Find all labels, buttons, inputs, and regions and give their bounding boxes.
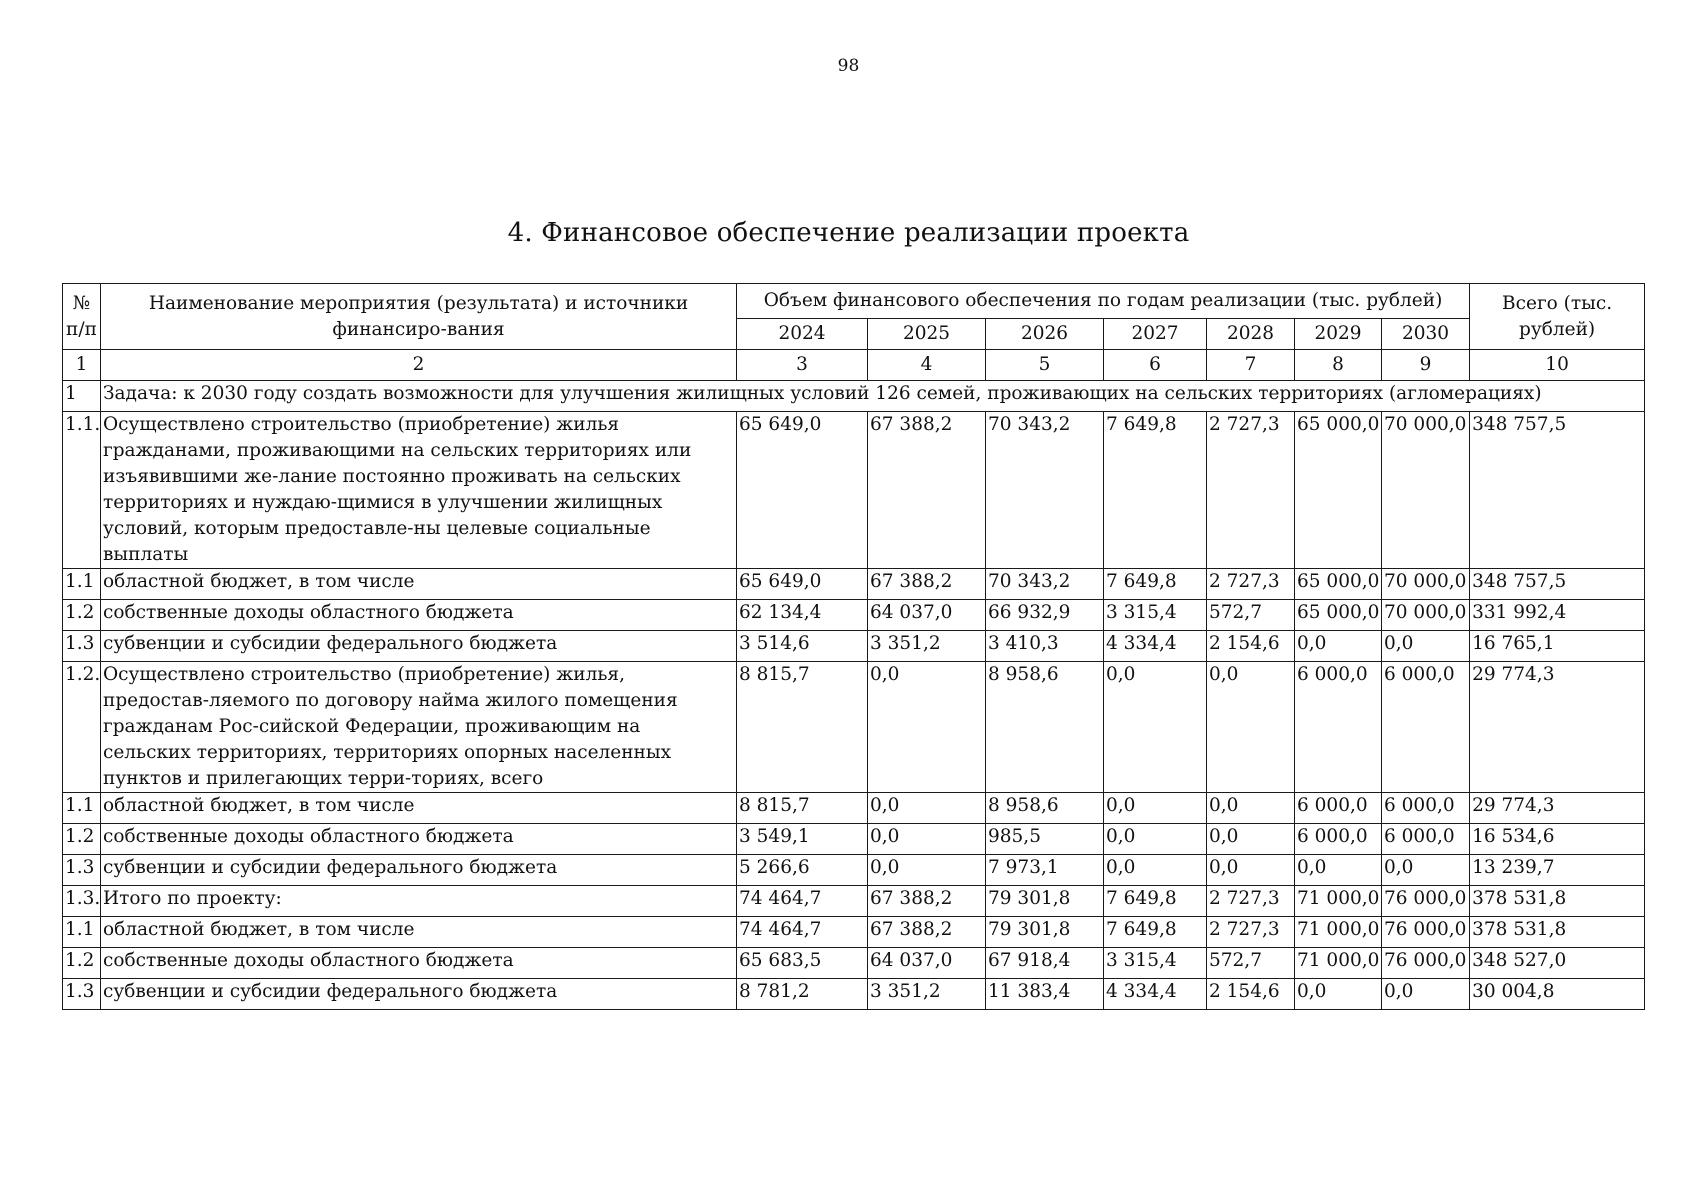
row-value: 3 315,4 [1104,600,1207,631]
row-value: 0,0 [1382,631,1470,662]
row-total: 331 992,4 [1470,600,1645,631]
row-total: 29 774,3 [1470,662,1645,793]
row-value: 8 781,2 [737,979,868,1010]
row-value: 6 000,0 [1382,793,1470,824]
row-name: Осуществлено строительство (приобретение) жилья гражданами, проживающими на сельских территориях или изъявившими же-лание постоянно проживать на сельских территориях и нуждаю-щимися в улучшении жилищных условий, которым предоставле-ны целевые социальные выплаты [101,412,737,569]
row-value: 0,0 [868,793,986,824]
row-value: 0,0 [1295,855,1382,886]
column-index: 3 [737,350,868,381]
table-row [63,569,1645,600]
table-row [63,793,1645,824]
row-value: 0,0 [868,662,986,793]
row-value: 0,0 [1382,855,1470,886]
row-value: 67 918,4 [986,948,1104,979]
row-value: 62 134,4 [737,600,868,631]
task-text: Задача: к 2030 году создать возможности для улучшения жилищных условий 126 семей, проживающих на сельских территориях (агломерациях) [101,381,1645,412]
row-value: 6 000,0 [1295,824,1382,855]
row-value: 2 727,3 [1207,569,1295,600]
row-num: 1.1 [63,569,101,600]
row-value: 76 000,0 [1382,948,1470,979]
header-year: 2024 [737,319,868,350]
row-total: 30 004,8 [1470,979,1645,1010]
row-value: 3 315,4 [1104,948,1207,979]
header-total: Всего (тыс. рублей) [1470,284,1645,350]
row-value: 67 388,2 [868,569,986,600]
table-row [63,979,1645,1010]
row-name: субвенции и субсидии федерального бюджета [101,631,737,662]
row-value: 0,0 [1295,979,1382,1010]
row-name: Осуществлено строительство (приобретение) жилья, предостав-ляемого по договору найма жилого помещения гражданам Рос-сийской Федерации, проживающим на сельских территориях, территориях опорных населенных пунктов и прилегающих терри-ториях, всего [101,662,737,793]
row-value: 67 388,2 [868,412,986,569]
row-name: субвенции и субсидии федерального бюджета [101,855,737,886]
row-value: 65 649,0 [737,412,868,569]
table-row [63,662,1645,793]
row-name: собственные доходы областного бюджета [101,600,737,631]
table-row [63,412,1645,569]
header-year: 2027 [1104,319,1207,350]
row-value: 0,0 [1104,824,1207,855]
row-value: 5 266,6 [737,855,868,886]
page-number: 98 [837,56,860,76]
table-row [63,917,1645,948]
row-num: 1.3 [63,979,101,1010]
row-value: 8 958,6 [986,662,1104,793]
row-num: 1.2. [63,662,101,793]
row-value: 8 958,6 [986,793,1104,824]
header-year: 2029 [1295,319,1382,350]
row-value: 70 000,0 [1382,569,1470,600]
row-num: 1.3 [63,855,101,886]
row-value: 6 000,0 [1295,662,1382,793]
row-value: 3 549,1 [737,824,868,855]
header-year: 2026 [986,319,1104,350]
row-total: 378 531,8 [1470,886,1645,917]
row-value: 79 301,8 [986,917,1104,948]
row-value: 0,0 [1207,662,1295,793]
row-value: 2 727,3 [1207,886,1295,917]
row-num: 1.2 [63,948,101,979]
row-total: 16 534,6 [1470,824,1645,855]
row-value: 0,0 [1207,855,1295,886]
row-value: 7 973,1 [986,855,1104,886]
row-value: 4 334,4 [1104,631,1207,662]
row-value: 2 154,6 [1207,631,1295,662]
table-row [63,824,1645,855]
header-volume: Объем финансового обеспечения по годам реализации (тыс. рублей) [737,284,1470,319]
row-value: 64 037,0 [868,600,986,631]
row-name: областной бюджет, в том числе [101,569,737,600]
row-value: 3 410,3 [986,631,1104,662]
row-value: 65 000,0 [1295,600,1382,631]
row-num: 1.2 [63,600,101,631]
column-index: 9 [1382,350,1470,381]
row-num: 1.1 [63,917,101,948]
row-value: 71 000,0 [1295,886,1382,917]
row-num: 1.1 [63,793,101,824]
row-value: 65 683,5 [737,948,868,979]
row-value: 572,7 [1207,600,1295,631]
column-index: 4 [868,350,986,381]
table-row [63,600,1645,631]
table-row [63,631,1645,662]
header-num: № п/п [63,284,101,350]
row-total: 29 774,3 [1470,793,1645,824]
row-value: 3 351,2 [868,979,986,1010]
row-value: 3 351,2 [868,631,986,662]
task-row [63,381,1645,412]
header-year: 2030 [1382,319,1470,350]
row-value: 11 383,4 [986,979,1104,1010]
row-name: собственные доходы областного бюджета [101,824,737,855]
row-value: 7 649,8 [1104,412,1207,569]
column-index: 10 [1470,350,1645,381]
row-value: 64 037,0 [868,948,986,979]
row-value: 71 000,0 [1295,948,1382,979]
row-total: 378 531,8 [1470,917,1645,948]
row-total: 16 765,1 [1470,631,1645,662]
row-value: 0,0 [1104,662,1207,793]
row-value: 2 727,3 [1207,412,1295,569]
row-total: 348 527,0 [1470,948,1645,979]
row-num: 1.3. [63,886,101,917]
header-year: 2028 [1207,319,1295,350]
row-value: 6 000,0 [1382,662,1470,793]
column-index: 2 [101,350,737,381]
row-value: 67 388,2 [868,917,986,948]
row-value: 74 464,7 [737,886,868,917]
row-value: 0,0 [1382,979,1470,1010]
row-total: 348 757,5 [1470,569,1645,600]
row-total: 348 757,5 [1470,412,1645,569]
task-num: 1 [63,381,101,412]
header-year: 2025 [868,319,986,350]
row-value: 71 000,0 [1295,917,1382,948]
column-index: 6 [1104,350,1207,381]
row-value: 7 649,8 [1104,886,1207,917]
row-name: областной бюджет, в том числе [101,917,737,948]
row-value: 67 388,2 [868,886,986,917]
row-name: областной бюджет, в том числе [101,793,737,824]
row-value: 572,7 [1207,948,1295,979]
row-total: 13 239,7 [1470,855,1645,886]
row-num: 1.1. [63,412,101,569]
table-row [63,948,1645,979]
row-value: 6 000,0 [1295,793,1382,824]
row-value: 70 000,0 [1382,412,1470,569]
row-value: 985,5 [986,824,1104,855]
column-index-row [63,350,1645,381]
row-value: 2 727,3 [1207,917,1295,948]
table-row [63,886,1645,917]
row-value: 7 649,8 [1104,569,1207,600]
row-value: 65 649,0 [737,569,868,600]
row-value: 0,0 [1295,631,1382,662]
row-value: 65 000,0 [1295,412,1382,569]
row-num: 1.3 [63,631,101,662]
row-value: 76 000,0 [1382,917,1470,948]
row-value: 70 343,2 [986,569,1104,600]
row-value: 0,0 [1207,793,1295,824]
row-value: 74 464,7 [737,917,868,948]
row-value: 4 334,4 [1104,979,1207,1010]
row-value: 0,0 [868,855,986,886]
row-value: 70 343,2 [986,412,1104,569]
row-value: 65 000,0 [1295,569,1382,600]
column-index: 5 [986,350,1104,381]
row-value: 76 000,0 [1382,886,1470,917]
row-value: 8 815,7 [737,662,868,793]
row-name: собственные доходы областного бюджета [101,948,737,979]
row-value: 2 154,6 [1207,979,1295,1010]
row-value: 0,0 [1104,855,1207,886]
table-row [63,855,1645,886]
row-value: 6 000,0 [1382,824,1470,855]
row-value: 66 932,9 [986,600,1104,631]
row-num: 1.2 [63,824,101,855]
row-value: 3 514,6 [737,631,868,662]
row-value: 0,0 [868,824,986,855]
row-value: 70 000,0 [1382,600,1470,631]
column-index: 7 [1207,350,1295,381]
header-name: Наименование мероприятия (результата) и источники финансиро-вания [101,284,737,350]
column-index: 8 [1295,350,1382,381]
row-value: 0,0 [1104,793,1207,824]
row-value: 79 301,8 [986,886,1104,917]
row-value: 8 815,7 [737,793,868,824]
row-name: Итого по проекту: [101,886,737,917]
row-value: 7 649,8 [1104,917,1207,948]
section-title: 4. Финансовое обеспечение реализации проекта [507,218,1190,248]
column-index: 1 [63,350,101,381]
financing-table [62,283,1645,1010]
row-value: 0,0 [1207,824,1295,855]
row-name: субвенции и субсидии федерального бюджета [101,979,737,1010]
